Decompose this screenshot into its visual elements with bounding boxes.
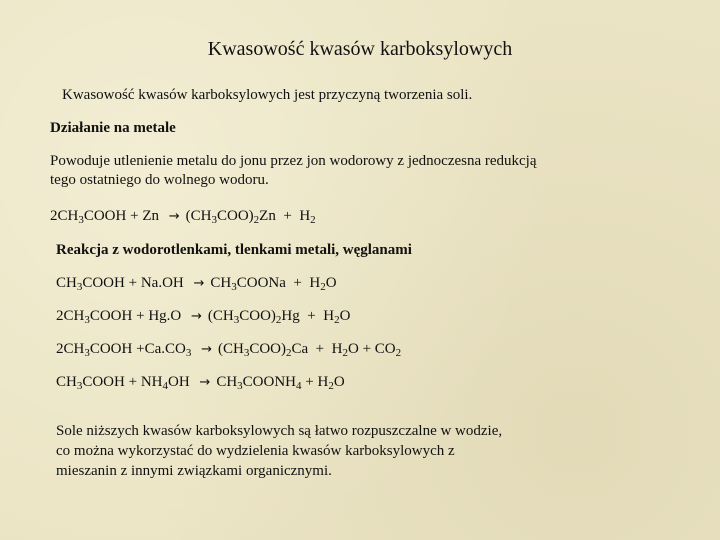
formula-part: H bbox=[309, 275, 321, 291]
formula-part: CO bbox=[374, 341, 396, 357]
formula-subscript: 3 bbox=[233, 314, 240, 326]
formula-part: O bbox=[325, 275, 337, 291]
formula-subscript: 2 bbox=[310, 214, 316, 226]
formula-subscript: 2 bbox=[395, 347, 402, 359]
formula-subscript: 3 bbox=[84, 314, 90, 326]
formula-subscript: 2 bbox=[342, 347, 348, 359]
formula-part: + bbox=[130, 208, 139, 224]
formula-part: Ca bbox=[291, 341, 309, 357]
formula-part: H bbox=[323, 308, 335, 324]
formula-part: NH bbox=[140, 374, 163, 390]
formula-part: COONa bbox=[236, 275, 286, 291]
formula-part: COOH bbox=[89, 308, 133, 324]
formula-subscript: 3 bbox=[243, 347, 250, 359]
metals-heading: Działanie na metale bbox=[50, 120, 176, 136]
reaction-zinc bbox=[50, 207, 316, 226]
formula-part: COOH bbox=[82, 374, 125, 390]
metals-description-line2: tego ostatniego do wolnego wodoru. bbox=[50, 172, 269, 188]
arrow-icon: → bbox=[191, 309, 202, 324]
arrow-icon: → bbox=[201, 342, 212, 357]
formula-part: 2 bbox=[56, 341, 64, 357]
formula-part: CH bbox=[56, 374, 77, 390]
formula-part: Ca.CO bbox=[144, 341, 186, 357]
formula-part: COONH bbox=[242, 374, 297, 390]
formula-part: + bbox=[128, 275, 138, 291]
formula-part: Na.OH bbox=[140, 275, 184, 291]
formula-subscript: 4 bbox=[296, 380, 302, 392]
formula-part: H bbox=[331, 341, 343, 357]
formula-subscript: 2 bbox=[275, 314, 282, 326]
formula-subscript: 3 bbox=[76, 380, 83, 392]
formula-part: + bbox=[136, 341, 145, 357]
formula-part: + bbox=[305, 374, 314, 390]
formula-subscript: 2 bbox=[320, 281, 326, 293]
arrow-icon: → bbox=[199, 375, 211, 390]
formula-part: O bbox=[347, 341, 359, 357]
formula-part: + bbox=[315, 341, 325, 357]
formula-subscript: 3 bbox=[84, 347, 90, 359]
bases-heading: Reakcja z wodorotlenkami, tlenkami metali, węglanami bbox=[56, 242, 412, 258]
formula-part: COOH bbox=[89, 341, 133, 357]
formula-part: + bbox=[136, 308, 145, 324]
formula-part: + bbox=[307, 308, 316, 324]
formula-part: CH bbox=[210, 275, 232, 291]
formula-part: OH bbox=[168, 374, 190, 390]
formula-subscript: 3 bbox=[211, 214, 217, 226]
conclusion-line1: Sole niższych kwasów karboksylowych są łatwo rozpuszczalne w wodzie, bbox=[56, 423, 503, 439]
formula-subscript: 2 bbox=[334, 314, 340, 326]
formula-part: CH bbox=[216, 374, 238, 390]
formula-part: Hg.O bbox=[148, 308, 182, 324]
formula-part: (CH bbox=[207, 308, 234, 324]
reaction-naoh bbox=[56, 274, 337, 293]
formula-part: COO) bbox=[239, 308, 276, 324]
formula-part: + bbox=[283, 208, 292, 224]
formula-part: COOH bbox=[83, 208, 127, 224]
reaction-caco3 bbox=[56, 340, 401, 359]
formula-subscript: 3 bbox=[237, 380, 243, 392]
reaction-nh4oh bbox=[56, 373, 345, 392]
formula-part: CH bbox=[57, 208, 79, 224]
formula-part: H bbox=[299, 208, 311, 224]
formula-part: CH bbox=[63, 308, 85, 324]
formula-part: Zn bbox=[259, 208, 276, 224]
metals-description-line1: Powoduje utlenienie metalu do jonu przez jon wodorowy z jednoczesna redukcją bbox=[50, 153, 537, 169]
formula-part: + bbox=[293, 275, 302, 291]
formula-part: COOH bbox=[82, 275, 125, 291]
formula-part: 2 bbox=[50, 208, 58, 224]
formula-subscript: 3 bbox=[231, 281, 237, 293]
formula-part: O bbox=[333, 374, 345, 390]
slide-title: Kwasowość kwasów karboksylowych bbox=[207, 38, 513, 60]
intro-text: Kwasowość kwasów karboksylowych jest przyczyną tworzenia soli. bbox=[62, 87, 473, 103]
arrow-icon: → bbox=[193, 276, 205, 291]
formula-part: CH bbox=[56, 275, 77, 291]
formula-subscript: 2 bbox=[253, 214, 260, 226]
formula-subscript: 2 bbox=[286, 347, 292, 359]
conclusion-line3: mieszanin z innymi związkami organicznymi. bbox=[56, 463, 332, 479]
formula-part: COO) bbox=[217, 208, 254, 224]
formula-part: + bbox=[128, 374, 138, 390]
formula-subscript: 3 bbox=[185, 347, 192, 359]
formula-part: COO) bbox=[249, 341, 286, 357]
formula-part: (CH bbox=[217, 341, 244, 357]
formula-subscript: 3 bbox=[78, 214, 84, 226]
arrow-icon: → bbox=[168, 209, 180, 224]
formula-subscript: 3 bbox=[76, 281, 83, 293]
formula-part: + bbox=[362, 341, 372, 357]
formula-subscript: 2 bbox=[328, 380, 334, 392]
formula-part: (CH bbox=[185, 208, 212, 224]
formula-part: CH bbox=[63, 341, 85, 357]
formula-part: Hg bbox=[281, 308, 300, 324]
formula-part: Zn bbox=[142, 208, 159, 224]
formula-part: H bbox=[317, 374, 329, 390]
reaction-hgo bbox=[56, 307, 350, 326]
formula-part: 2 bbox=[56, 308, 64, 324]
formula-subscript: 4 bbox=[162, 380, 168, 392]
conclusion-line2: co można wykorzystać do wydzielenia kwasów karboksylowych z bbox=[56, 443, 455, 459]
formula-part: O bbox=[339, 308, 351, 324]
